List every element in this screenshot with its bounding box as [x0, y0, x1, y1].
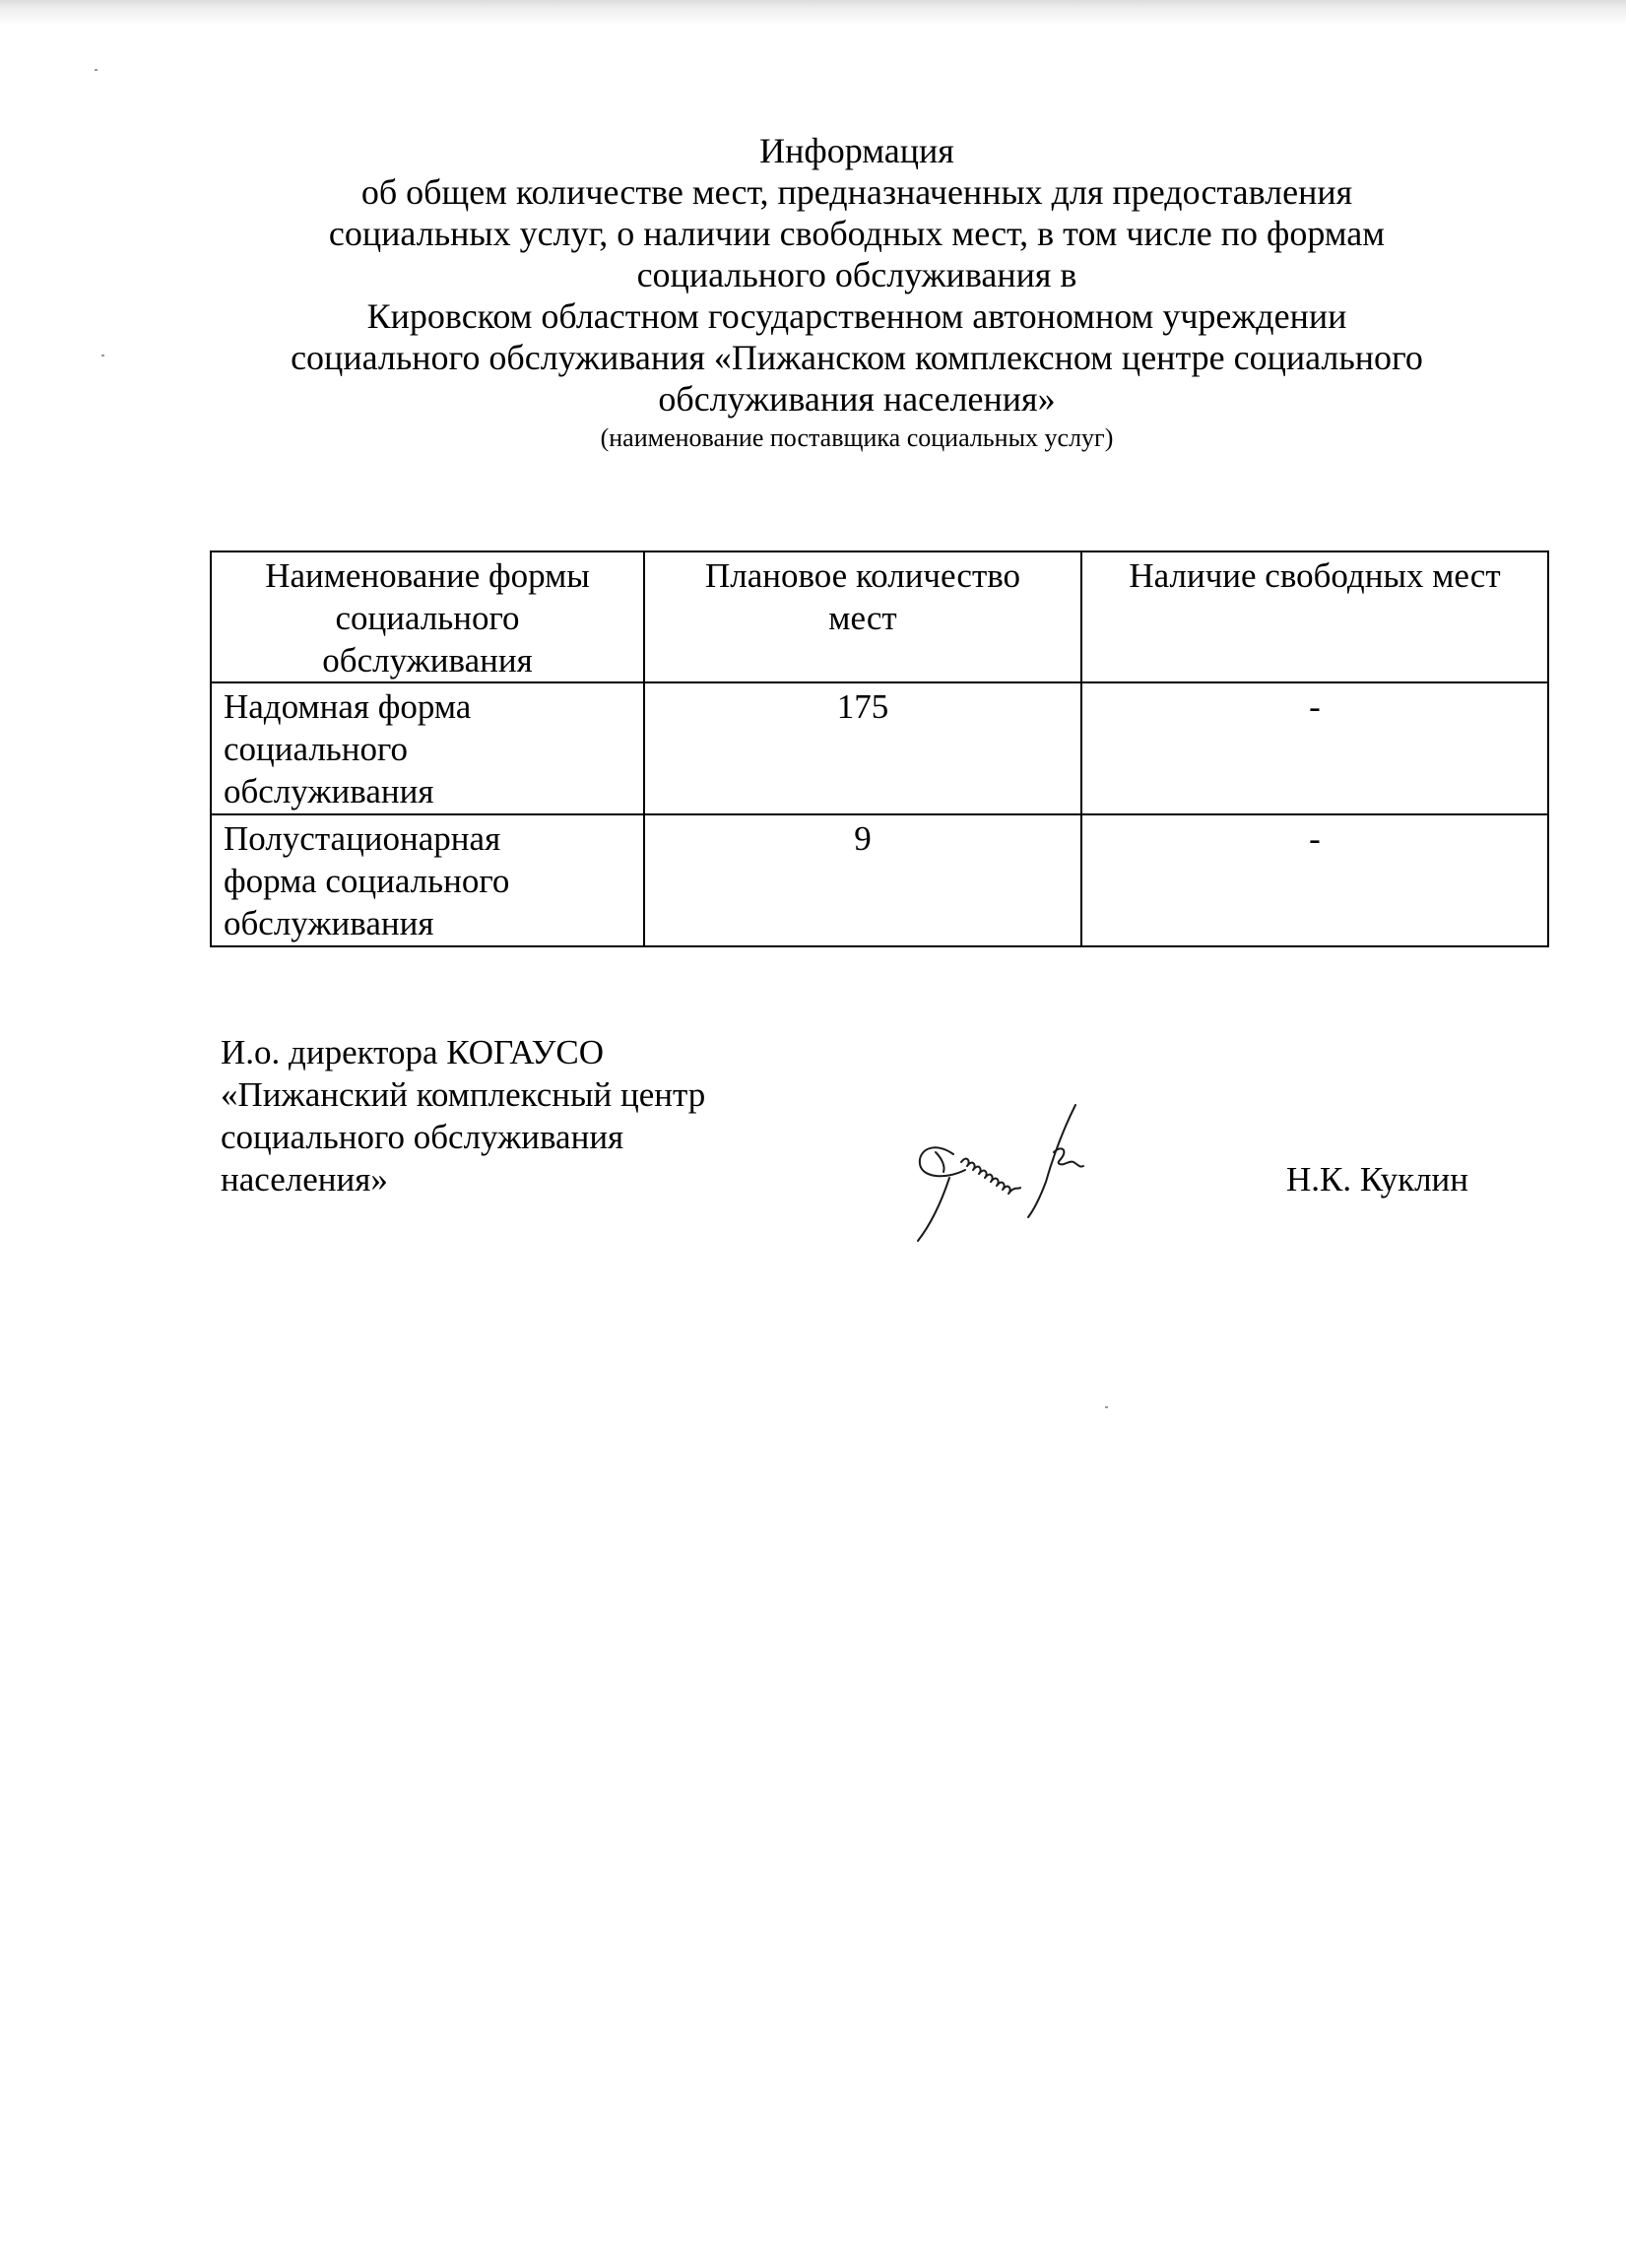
provider-caption: (наименование поставщика социальных услуг): [600, 423, 1114, 452]
cell-line: Надомная форма: [224, 687, 472, 726]
header-line: социальных услуг, о наличии свободных мест, в том числе по формам: [328, 214, 1386, 253]
header-cell-free: [1081, 551, 1548, 682]
header-line: Кировском областном государственном автономном учреждении: [366, 296, 1347, 336]
table-row: [211, 814, 1548, 946]
cell-line: обслуживания: [224, 772, 434, 810]
header-line: об общем количестве мест, предназначенных для предоставления: [360, 172, 1353, 212]
scan-top-edge: [0, 0, 1626, 26]
cell-form-name: [211, 814, 644, 946]
scan-speck: [1105, 1406, 1108, 1408]
header-cell-planned: [644, 551, 1081, 682]
header-line: обслуживания: [322, 641, 533, 680]
cell-free: -: [1081, 814, 1548, 946]
signatory-position: [221, 1031, 910, 1200]
scan-speck: [101, 355, 104, 356]
cell-line: Полустационарная: [224, 819, 501, 858]
document-header: [128, 130, 1586, 455]
header-line: мест: [828, 599, 897, 637]
places-table: [210, 551, 1549, 947]
table-header-row: [211, 551, 1548, 682]
cell-planned: 9: [644, 814, 1081, 946]
header-line: Плановое количество: [704, 556, 1021, 595]
table-row: [211, 682, 1548, 814]
signer-name: Н.К. Куклин: [1286, 1160, 1469, 1199]
header-line: обслуживания населения»: [658, 379, 1056, 419]
header-line: социального: [335, 599, 520, 637]
cell-line: форма социального: [224, 862, 510, 900]
position-line: социального обслуживания: [221, 1118, 624, 1156]
position-line: «Пижанский комплексный центр: [221, 1075, 706, 1114]
header-cell-form-name: [211, 551, 644, 682]
cell-form-name: [211, 682, 644, 814]
header-line: Наличие свободных мест: [1129, 556, 1501, 595]
cell-free: -: [1081, 682, 1548, 814]
header-line: социального обслуживания в: [636, 255, 1077, 294]
position-line: И.о. директора КОГАУСО: [221, 1033, 605, 1071]
header-line: Наименование формы: [265, 556, 590, 595]
cell-line: обслуживания: [224, 904, 434, 942]
cell-line: социального: [224, 730, 408, 768]
header-line: социального обслуживания «Пижанском комплексном центре социального: [291, 338, 1423, 377]
document-title: Информация: [759, 131, 954, 170]
handwritten-signature: [906, 1093, 1123, 1251]
position-line: населения»: [221, 1160, 388, 1199]
cell-planned: 175: [644, 682, 1081, 814]
scan-speck: [95, 69, 98, 71]
